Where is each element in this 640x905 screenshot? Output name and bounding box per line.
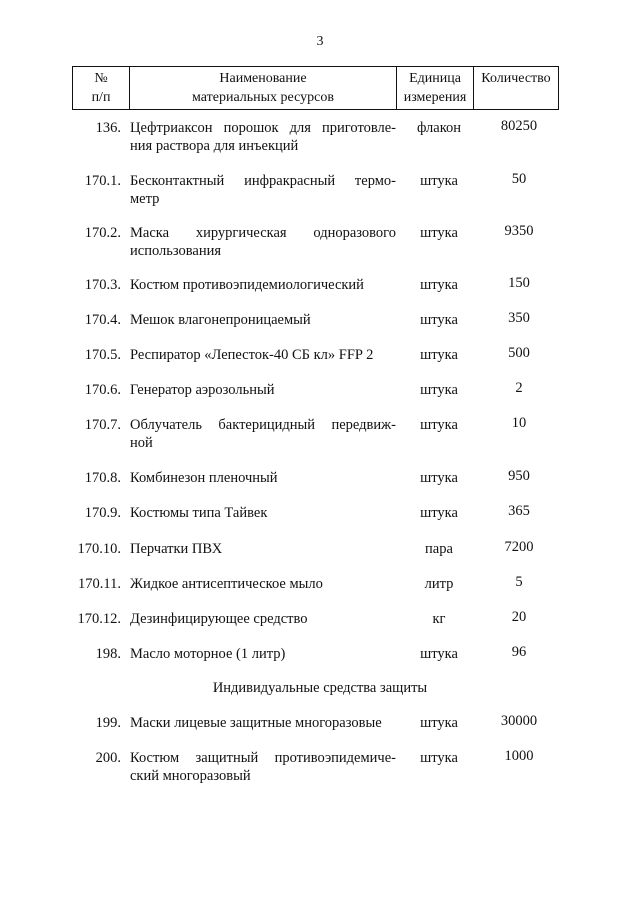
row-unit: штука [420,750,458,766]
row-name-line1: Облучатель бактерицидный передвиж- [130,417,396,433]
row-name-line2: ной [130,435,153,451]
row-unit: штука [420,225,458,241]
row-qty: 80250 [500,118,538,134]
row-number: 200. [95,750,121,766]
row-unit: штука [420,715,458,731]
row-name-line1: Мешок влагонепроницаемый [130,312,311,328]
row-number: 170.9. [84,505,121,521]
row-name [130,469,396,487]
row-name [130,346,396,364]
header-name-line1: Наименование [219,71,307,86]
header-num-line2: п/п [91,90,111,105]
header-num-line1: № [94,71,108,86]
row-name [130,416,396,452]
row-qty: 30000 [500,713,538,729]
row-unit: штука [420,646,458,662]
row-number: 170.7. [84,417,121,433]
row-name [130,714,396,732]
row-number: 170.1. [84,173,121,189]
row-unit: штука [420,173,458,189]
row-qty: 365 [508,503,530,519]
row-qty: 7200 [504,539,534,555]
row-unit: пара [425,541,453,557]
row-name-line1: Цефтриаксон порошок для приготовле- [130,120,396,136]
row-name-line1: Бесконтактный инфракрасный термо- [130,173,396,189]
row-number: 170.3. [84,277,121,293]
row-number: 170.11. [78,576,121,592]
row-qty: 350 [508,310,530,326]
row-qty: 5 [515,574,523,590]
row-name-line1: Генератор аэрозольный [130,382,275,398]
row-qty: 150 [508,275,530,291]
page-number: 3 [316,34,324,49]
row-name [130,381,396,399]
row-name-line1: Костюмы типа Тайвек [130,505,268,521]
row-number: 170.4. [84,312,121,328]
row-name-line1: Масло моторное (1 литр) [130,646,286,662]
table-header [72,66,559,110]
section-title: Индивидуальные средства защиты [212,680,428,696]
row-name-line1: Костюм защитный противоэпидемиче- [130,750,396,766]
row-unit: литр [424,576,454,592]
row-unit: штука [420,470,458,486]
row-name-line2: метр [130,191,160,207]
row-number: 170.12. [77,611,121,627]
row-unit: штука [420,312,458,328]
row-name-line1: Дезинфицирующее средство [130,611,308,627]
row-name-line2: использования [130,243,222,259]
header-name [130,67,397,110]
row-name [130,172,396,208]
row-qty: 1000 [504,748,534,764]
row-name [130,311,396,329]
row-name-line1: Комбинезон пленочный [130,470,278,486]
row-name [130,540,396,558]
row-name [130,224,396,260]
header-unit-line1: Единица [409,71,461,86]
row-unit: флакон [416,120,462,136]
row-qty: 9350 [504,223,534,239]
row-qty: 500 [508,345,530,361]
row-name-line2: ский многоразовый [130,768,251,784]
row-name-line1: Костюм противоэпидемиологический [130,277,364,293]
row-number: 170.10. [77,541,121,557]
header-unit-line2: измерения [403,90,467,105]
row-name [130,575,396,593]
row-unit: штука [420,382,458,398]
row-number: 136. [95,120,121,136]
header-num [73,67,130,110]
row-name-line1: Респиратор «Лепесток-40 СБ кл» FFP 2 [130,347,374,363]
row-name [130,276,396,294]
row-name [130,504,396,522]
row-unit: штука [420,277,458,293]
row-number: 170.8. [84,470,121,486]
row-qty: 2 [515,380,523,396]
row-qty: 950 [508,468,530,484]
row-name [130,119,396,155]
header-unit [397,67,474,110]
row-unit: штука [420,417,458,433]
row-number: 170.5. [84,347,121,363]
row-qty: 96 [511,644,527,660]
row-name-line1: Жидкое антисептическое мыло [130,576,323,592]
row-number: 170.2. [84,225,121,241]
row-unit: штука [420,347,458,363]
header-qty-label: Количество [481,71,551,86]
row-number: 198. [95,646,121,662]
row-qty: 10 [511,415,527,431]
row-name-line1: Перчатки ПВХ [130,541,223,557]
row-unit: штука [420,505,458,521]
row-number: 199. [95,715,121,731]
row-qty: 20 [511,609,527,625]
header-name-line2: материальных ресурсов [192,90,334,105]
row-qty: 50 [511,171,527,187]
row-number: 170.6. [84,382,121,398]
row-name-line1: Маски лицевые защитные многоразовые [130,715,382,731]
row-name-line1: Маска хирургическая одноразового [130,225,396,241]
row-unit: кг [432,611,446,627]
row-name [130,645,396,663]
row-name [130,749,396,785]
row-name [130,610,396,628]
header-qty [474,67,559,110]
row-name-line2: ния раствора для инъекций [130,138,299,154]
